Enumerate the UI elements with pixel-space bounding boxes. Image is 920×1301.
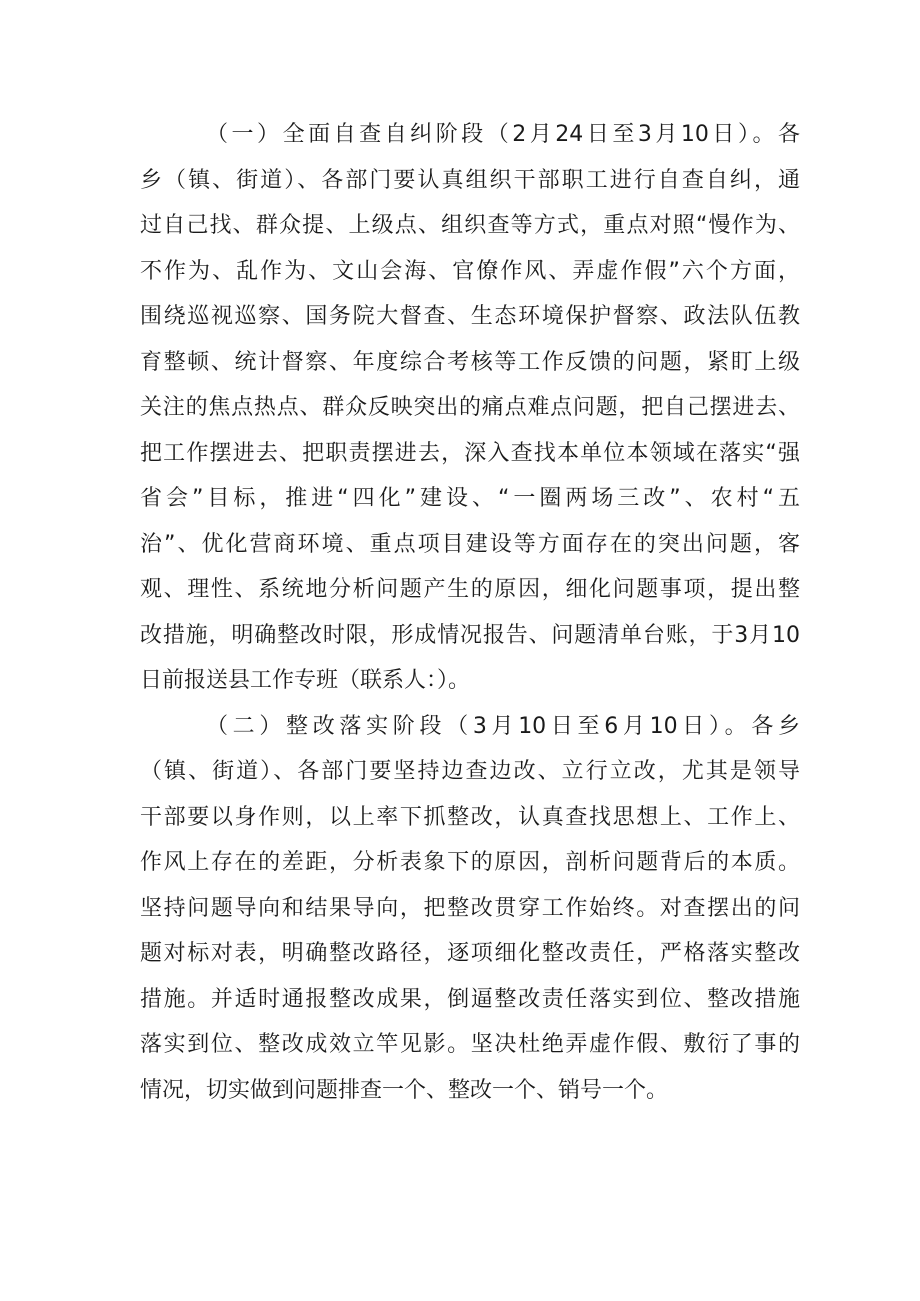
paragraph-line: 干部要以身作则，以上率下抓整改，认真查找思想上、工作上、 [140,804,800,830]
paragraph-line: 育整顿、统计督察、年度综合考核等工作反馈的问题，紧盯上级 [140,349,800,375]
paragraph-line: 措施。并适时通报整改成果，倒逼整改责任落实到位、整改措施 [140,986,800,1012]
paragraph-self-inspection [140,112,800,704]
paragraph-line: 日前报送县工作专班（联系人：）。 [140,668,471,693]
paragraph-line: 观、理性、系统地分析问题产生的原因，细化问题事项，提出整 [140,577,800,602]
paragraph-line: 治”、优化营商环境、重点项目建设等方面存在的突出问题，客 [140,531,800,557]
paragraph-line: 过自己找、群众提、上级点、组织查等方式，重点对照“慢作为、 [140,213,800,238]
paragraph-line: 不作为、乱作为、文山会海、官僚作风、弄虚作假”六个方面， [140,258,800,284]
paragraph-rectification [140,704,800,1114]
paragraph-line: 落实到位、整改成效立竿见影。坚决杜绝弄虚作假、敷衍了事的 [140,1032,800,1057]
document-body [140,112,800,1113]
paragraph-line: （镇、街道）、各部门要坚持边查边改、立行立改，尤其是领导 [140,759,800,784]
paragraph-line: （二）整改落实阶段（3月10日至6月10日）。各乡 [206,713,800,739]
paragraph-line: 乡（镇、街道）、各部门要认真组织干部职工进行自查自纠，通 [140,167,800,193]
paragraph-line: 作风上存在的差距，分析表象下的原因，剖析问题背后的本质。 [140,850,800,875]
paragraph-line: 坚持问题导向和结果导向，把整改贯穿工作始终。对查摆出的问 [140,895,800,921]
paragraph-line: （一）全面自查自纠阶段（2月24日至3月10日）。各 [206,122,800,147]
paragraph-line: 改措施，明确整改时限，形成情况报告、问题清单台账，于3月10 [140,622,800,648]
paragraph-line: 围绕巡视巡察、国务院大督查、生态环境保护督察、政法队伍教 [140,304,800,329]
paragraph-line: 把工作摆进去、把职责摆进去，深入查找本单位本领域在落实“强 [140,440,800,466]
paragraph-line: 题对标对表，明确整改路径，逐项细化整改责任，严格落实整改 [140,941,800,966]
paragraph-line: 关注的焦点热点、群众反映突出的痛点难点问题，把自己摆进去、 [140,395,800,420]
paragraph-line: 省会”目标，推进“四化”建设、“一圈两场三改”、农村“五 [140,486,800,511]
paragraph-line: 情况，切实做到问题排查一个、整改一个、销号一个。 [140,1077,669,1103]
